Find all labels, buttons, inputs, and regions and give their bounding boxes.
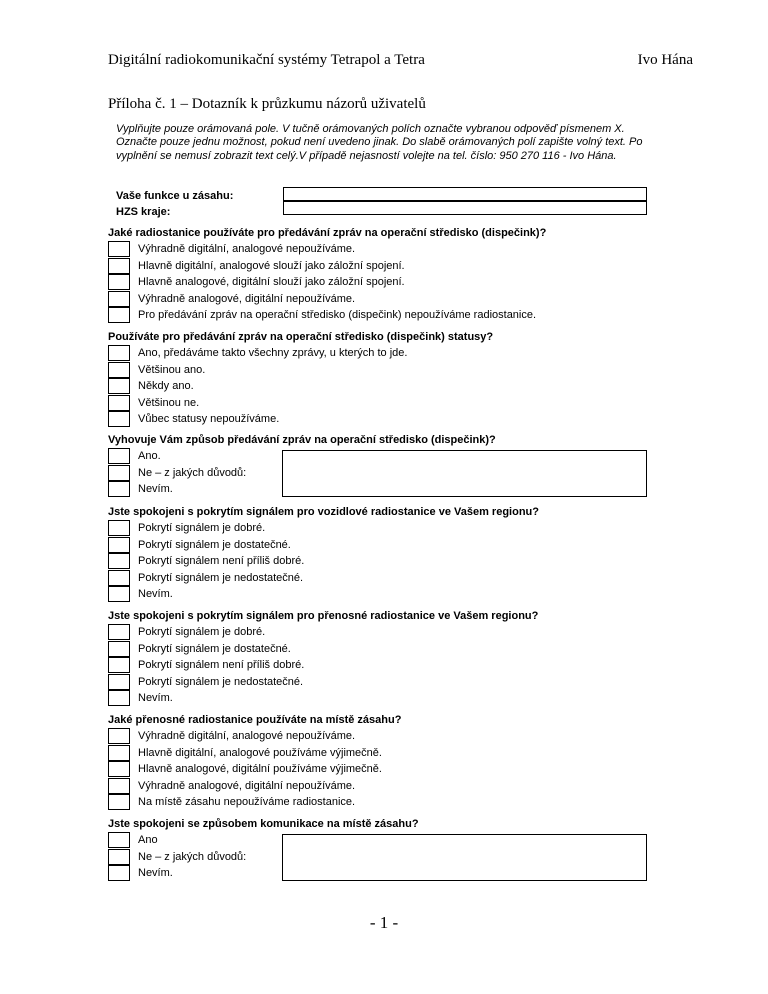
answer-label: Pokrytí signálem je dostatečné. — [138, 642, 291, 655]
answer-label: Ne – z jakých důvodů: — [138, 466, 247, 479]
page-title: Příloha č. 1 – Dotazník k průzkumu názorů uživatelů — [108, 96, 426, 112]
answer-label: Hlavně analogové, digitální slouží jako záložní spojení. — [138, 276, 405, 289]
answer-checkbox[interactable] — [108, 641, 130, 657]
answer-label: Na místě zásahu nepoužíváme radiostanice. — [138, 796, 356, 809]
answer-option — [108, 586, 668, 603]
question-text: Vyhovuje Vám způsob předávání zpráv na operační středisko (dispečink)? — [108, 434, 496, 446]
instructions-text: Vyplňujte pouze orámovaná pole. V tučně orámovaných polích označte vybranou odpověď písmenem X. Označte pouze jednu možnost, pokud není uvedeno jinak. Do slabě orámovaných polí zapište volný text. Po vyplnění se nemusí zobrazit text celý.V případě nejasností volejte na tel. číslo: 950 270 116 - Ivo Hána. — [116, 123, 643, 162]
answer-checkbox[interactable] — [108, 520, 130, 536]
hzs-label: HZS kraje: — [116, 206, 171, 218]
answer-checkbox[interactable] — [108, 537, 130, 553]
answer-checkbox[interactable] — [108, 291, 130, 307]
answer-option — [108, 728, 668, 745]
answer-label: Většinou ne. — [138, 396, 200, 409]
answer-checkbox[interactable] — [108, 345, 130, 361]
answer-label: Pokrytí signálem je dobré. — [138, 626, 266, 638]
answer-option — [108, 570, 668, 587]
answer-option — [108, 761, 668, 778]
answer-checkbox[interactable] — [108, 481, 130, 497]
answer-checkbox[interactable] — [108, 674, 130, 690]
answer-checkbox[interactable] — [108, 307, 130, 323]
question-7 — [108, 817, 668, 882]
answer-checkbox[interactable] — [108, 690, 130, 706]
answer-checkbox[interactable] — [108, 624, 130, 640]
answer-checkbox[interactable] — [108, 241, 130, 257]
answer-option — [108, 362, 668, 379]
answer-label: Nevím. — [138, 588, 173, 601]
answer-label: Hlavně digitální, analogové používáme výjimečně. — [138, 746, 382, 759]
answer-checkbox[interactable] — [108, 728, 130, 744]
answer-option — [108, 641, 668, 658]
answer-label: Výhradně digitální, analogové nepoužíváme. — [138, 730, 356, 742]
answer-option — [108, 307, 668, 324]
answer-label: Vůbec statusy nepoužíváme. — [138, 413, 280, 426]
answer-checkbox[interactable] — [108, 378, 130, 394]
answer-label: Nevím. — [138, 483, 173, 496]
answer-checkbox[interactable] — [108, 778, 130, 794]
answer-checkbox[interactable] — [108, 657, 130, 673]
answer-checkbox[interactable] — [108, 362, 130, 378]
function-input[interactable] — [283, 187, 647, 201]
answer-option — [108, 657, 668, 674]
answer-option — [108, 624, 668, 641]
answer-label: Ano — [138, 834, 158, 846]
answer-option — [108, 465, 668, 482]
answer-option — [108, 411, 668, 428]
answer-label: Hlavně analogové, digitální používáme výjimečně. — [138, 763, 382, 776]
answer-label: Někdy ano. — [138, 380, 194, 393]
answer-option — [108, 345, 668, 362]
answer-label: Pokrytí signálem je nedostatečné. — [138, 571, 304, 584]
answer-label: Pokrytí signálem je dostatečné. — [138, 538, 291, 551]
answer-checkbox[interactable] — [108, 395, 130, 411]
answer-checkbox[interactable] — [108, 849, 130, 865]
header-document-title: Digitální radiokomunikační systémy Tetrapol a Tetra — [108, 52, 425, 68]
answer-label: Většinou ano. — [138, 363, 206, 376]
answer-checkbox[interactable] — [108, 274, 130, 290]
answer-label: Pro předávání zpráv na operační středisko (dispečink) nepoužíváme radiostanice. — [138, 309, 537, 322]
answer-checkbox[interactable] — [108, 745, 130, 761]
answer-label: Pokrytí signálem je nedostatečné. — [138, 675, 304, 688]
question-text: Jste spokojeni s pokrytím signálem pro vozidlové radiostanice ve Vašem regionu? — [108, 506, 539, 518]
answer-label: Výhradně analogové, digitální nepoužíváme. — [138, 779, 356, 792]
header-author: Ivo Hána — [637, 52, 693, 68]
answer-checkbox[interactable] — [108, 411, 130, 427]
answer-label: Ne – z jakých důvodů: — [138, 850, 247, 863]
answer-option — [108, 674, 668, 691]
answer-option — [108, 378, 668, 395]
function-label: Vaše funkce u zásahu: — [116, 190, 234, 202]
answer-option — [108, 481, 668, 498]
question-text: Používáte pro předávání zpráv na operační středisko (dispečink) statusy? — [108, 331, 494, 343]
answer-checkbox[interactable] — [108, 794, 130, 810]
answer-label: Ano. — [138, 450, 161, 462]
answer-checkbox[interactable] — [108, 832, 130, 848]
answer-option — [108, 778, 668, 795]
answer-label: Hlavně digitální, analogové slouží jako záložní spojení. — [138, 259, 405, 272]
question-text: Jste spokojeni se způsobem komunikace na místě zásahu? — [108, 818, 419, 830]
answer-option — [108, 258, 668, 275]
question-text: Jaké přenosné radiostanice používáte na místě zásahu? — [108, 714, 402, 726]
answer-checkbox[interactable] — [108, 586, 130, 602]
answer-label: Pokrytí signálem není příliš dobré. — [138, 659, 305, 672]
answer-option — [108, 745, 668, 762]
answer-option — [108, 520, 668, 537]
answer-checkbox[interactable] — [108, 258, 130, 274]
answer-option — [108, 865, 668, 882]
question-4 — [108, 505, 668, 603]
answer-checkbox[interactable] — [108, 465, 130, 481]
question-5 — [108, 609, 668, 707]
answer-label: Ano, předáváme takto všechny zprávy, u kterých to jde. — [138, 347, 408, 359]
answer-label: Výhradně analogové, digitální nepoužíváme. — [138, 292, 356, 305]
answer-checkbox[interactable] — [108, 570, 130, 586]
answer-label: Nevím. — [138, 867, 173, 880]
answer-option — [108, 537, 668, 554]
question-1 — [108, 226, 668, 324]
answer-checkbox[interactable] — [108, 553, 130, 569]
answer-option — [108, 690, 668, 707]
question-6 — [108, 713, 668, 811]
answer-checkbox[interactable] — [108, 761, 130, 777]
question-text: Jste spokojeni s pokrytím signálem pro přenosné radiostanice ve Vašem regionu? — [108, 610, 539, 622]
answer-option — [108, 291, 668, 308]
answer-option — [108, 794, 668, 811]
answer-label: Nevím. — [138, 692, 173, 705]
answer-option — [108, 553, 668, 570]
page-number: - 1 - — [369, 913, 399, 932]
question-text: Jaké radiostanice používáte pro předávání zpráv na operační středisko (dispečink)? — [108, 227, 547, 239]
answer-option — [108, 274, 668, 291]
answer-option — [108, 241, 668, 258]
page-header — [108, 52, 693, 72]
answer-label: Pokrytí signálem je dobré. — [138, 522, 266, 534]
answer-checkbox[interactable] — [108, 865, 130, 881]
respondent-info — [116, 188, 233, 220]
answer-label: Pokrytí signálem není příliš dobré. — [138, 555, 305, 568]
answer-checkbox[interactable] — [108, 448, 130, 464]
answer-option — [108, 849, 668, 866]
question-3 — [108, 433, 668, 498]
answer-label: Výhradně digitální, analogové nepoužíváme. — [138, 243, 356, 255]
question-2 — [108, 330, 668, 428]
answer-option — [108, 395, 668, 412]
hzs-input[interactable] — [283, 201, 647, 215]
